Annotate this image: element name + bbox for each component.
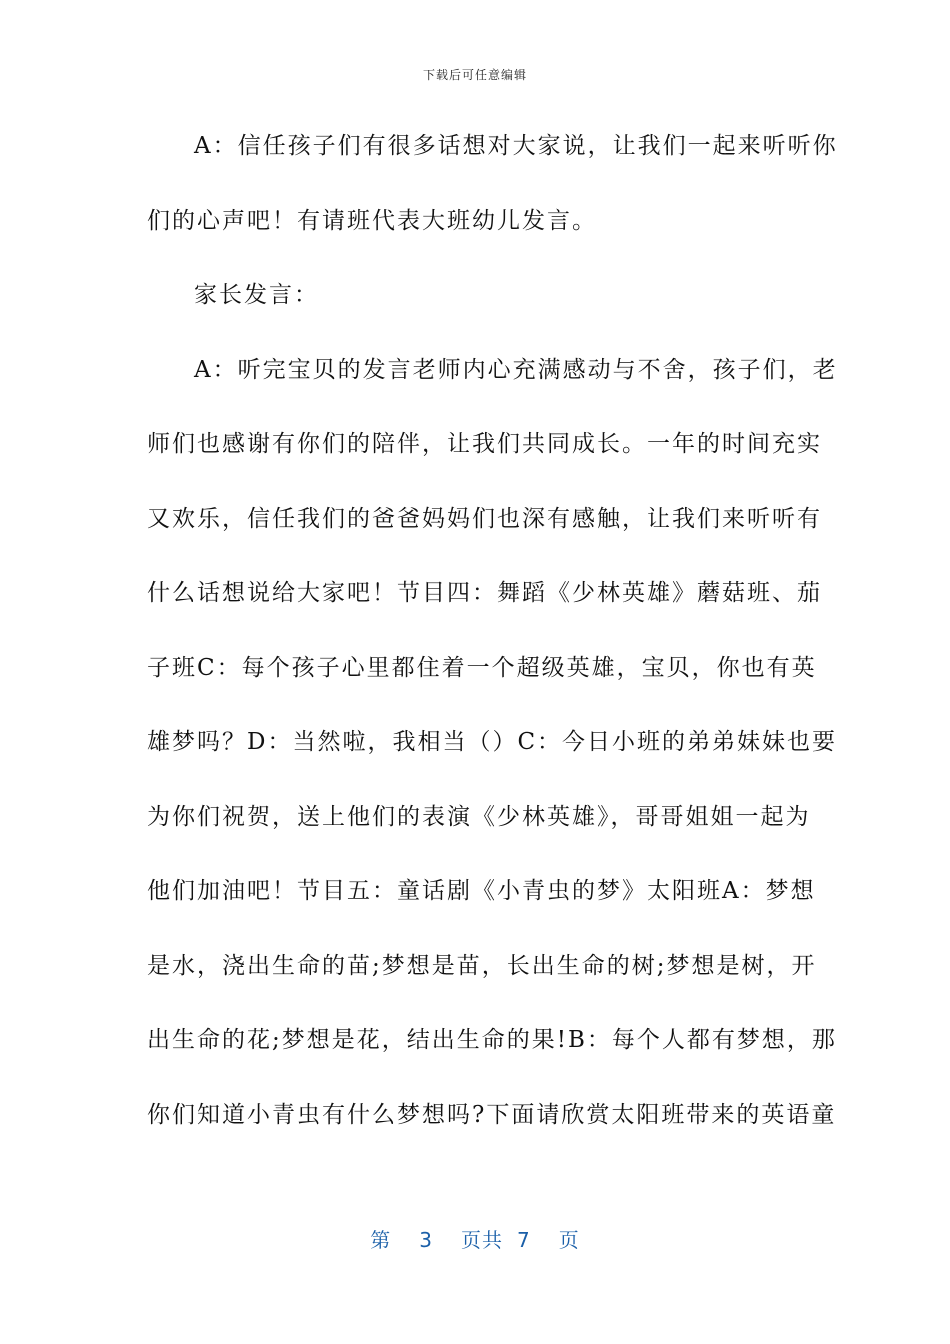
paragraph-line: 出生命的花;梦想是花，结出生命的果!B：每个人都有梦想，那	[147, 1027, 837, 1053]
document-body	[147, 122, 838, 1165]
paragraph-line: 为你们祝贺，送上他们的表演《少林英雄》，哥哥姐姐一起为	[147, 803, 811, 830]
footer-prefix: 第	[370, 1228, 392, 1252]
paragraph-line: 家长发言：	[194, 282, 319, 308]
paragraph-line: 又欢乐，信任我们的爸爸妈妈们也深有感触，让我们来听听有	[147, 505, 822, 532]
paragraph-line: 什么话想说给大家吧！节目四：舞蹈《少林英雄》蘑菇班、茄	[147, 580, 822, 606]
paragraph-line: 是水，浇出生命的苗;梦想是苗，长出生命的树;梦想是树，开	[147, 952, 817, 979]
page-footer	[0, 1224, 950, 1253]
footer-current-page: 3	[419, 1228, 433, 1252]
paragraph-line: A：信任孩子们有很多话想对大家说，让我们一起来听听你	[194, 133, 838, 159]
footer-total-pages: 7	[517, 1228, 531, 1252]
paragraph-line: 你们知道小青虫有什么梦想吗?下面请欣赏太阳班带来的英语童	[147, 1101, 837, 1128]
paragraph-line: 师们也感谢有你们的陪伴，让我们共同成长。一年的时间充实	[147, 431, 822, 457]
paragraph-line: A：听完宝贝的发言老师内心充满感动与不舍，孩子们，老	[194, 356, 838, 383]
footer-suffix: 页	[558, 1228, 580, 1252]
paragraph-line: 们的心声吧！有请班代表大班幼儿发言。	[147, 207, 597, 234]
paragraph-line: 他们加油吧！节目五：童话剧《小青虫的梦》太阳班A：梦想	[147, 878, 816, 904]
paragraph-line: 雄梦吗？D：当然啦，我相当（）C：今日小班的弟弟妹妹也要	[147, 729, 838, 755]
footer-middle: 页共	[461, 1228, 503, 1252]
paragraph-line: 子班C：每个孩子心里都住着一个超级英雄，宝贝，你也有英	[147, 654, 817, 681]
header-note: 下载后可任意编辑	[422, 68, 527, 82]
